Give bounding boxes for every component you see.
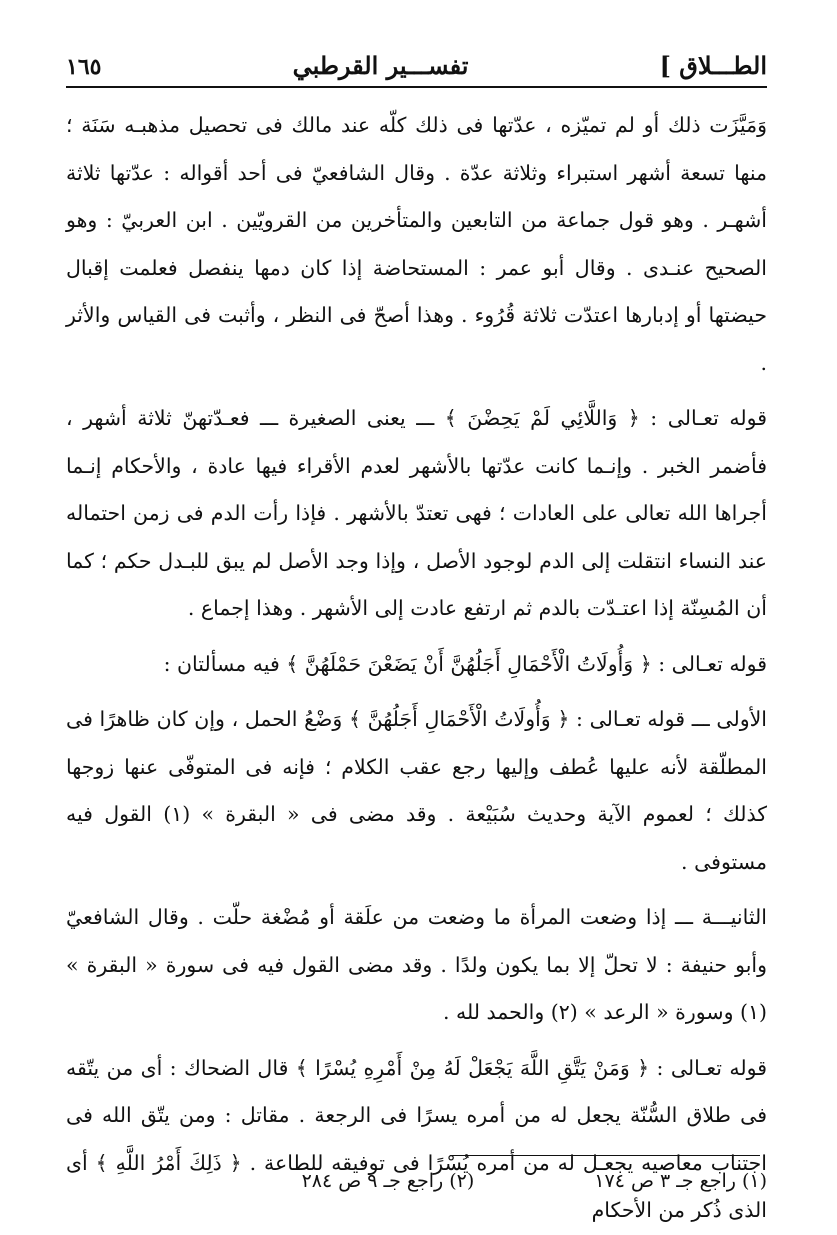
book-title: تفســـير القرطبي	[292, 51, 469, 80]
footnote-divider	[450, 1155, 760, 1156]
section-title: الطـــلاق ]	[659, 51, 767, 80]
body-text	[66, 102, 767, 1235]
paragraph: الأولى ـــ قوله تعـالى : ﴿ وَأُولَاتُ الْأَحْمَالِ أَجَلُهُنَّ ﴾ وَضْعُ الحمل ، وإن كان ظاهرًا فى المطلّقة لأنه عليها عُطف وإليها رجع عقب الكلام ؛ فإنه فى المتوفّى عنها زوجها كذلك ؛ لعموم الآية وحديث سُبَيْعة . وقد مضى فى « البقرة » (١) القول فيه مستوفى .	[66, 707, 767, 874]
paragraph: قوله تعـالى : ﴿ وَأُولَاتُ الْأَحْمَالِ أَجَلُهُنَّ أَنْ يَضَعْنَ حَمْلَهُنَّ ﴾ فيه مسألتان :	[163, 651, 767, 676]
footnote: (٢) راجع جـ ٩ ص ٢٨٤	[301, 1170, 475, 1192]
footnote: (١) راجع جـ ٣ ص ١٧٤	[594, 1170, 767, 1192]
running-header	[66, 38, 767, 88]
paragraph: وَمَيَّزَت ذلك أو لم تميّزه ، عدّتها فى ذلك كلّه عند مالك فى تحصيل مذهبـه سَنَة ؛ منها تسعة أشهر استبراء وثلاثة عدّة . وقال الشافعيّ فى أحد أقواله : عدّتها ثلاثة أشهـر . وهو قول جماعة من التابعين والمتأخرين من القرويّين . ابن العربيّ : وهو الصحيح عنـدى . وقال أبو عمر : المستحاضة إذا كان دمها ينفصل فعلمت إقبال حيضتها أو إدبارها اعتدّت ثلاثة قُرُوء . وهذا أصحّ فى النظر ، وأثبت فى القياس والأثر .	[66, 113, 767, 375]
paragraph: قوله تعـالى : ﴿ وَمَنْ يَتَّقِ اللَّهَ يَجْعَلْ لَهُ مِنْ أَمْرِهِ يُسْرًا ﴾ قال الضحاك : أى من يتّقه فى طلاق السُّنّة يجعل له من أمره يسرًا فى الرجعة . مقاتل : ومن يتّق الله فى اجتناب معاصيه يجعـل له من أمره يُسْرًا فى توفيقه للطاعة . ﴿ ذَلِكَ أَمْرُ اللَّهِ ﴾ أى الذى ذُكر من الأحكام	[66, 1055, 767, 1222]
paragraph: الثانيـــة ـــ إذا وضعت المرأة ما وضعت من علَقة أو مُضْغة حلّت . وقال الشافعيّ وأبو حنيفة : لا تحلّ إلا بما يكون ولدًا . وقد مضى القول فيه فى سورة « البقرة » (١) وسورة « الرعد » (٢) والحمد لله .	[66, 905, 767, 1024]
paragraph: قوله تعـالى : ﴿ وَاللَّائِي لَمْ يَحِضْنَ ﴾ ـــ يعنى الصغيرة ـــ فعـدّتهنّ ثلاثة أشهر ، فأضمر الخبر . وإنـما كانت عدّتها بالأشهر لعدم الأقراء فيها عادة ، والأحكام إنـما أجراها الله تعالى على العادات ؛ فهى تعتدّ بالأشهر . فإذا رأت الدم فى زمن احتماله عند النساء انتقلت إلى الدم لوجود الأصل ، وإذا وجد الأصل لم يبق للبـدل حكم ؛ كما أن المُسِنّة إذا اعتـدّت بالدم ثم ارتفع عادت إلى الأشهر . وهذا إجماع .	[66, 406, 767, 620]
page-number: ١٦٥	[66, 54, 102, 80]
footnotes	[66, 1170, 767, 1192]
